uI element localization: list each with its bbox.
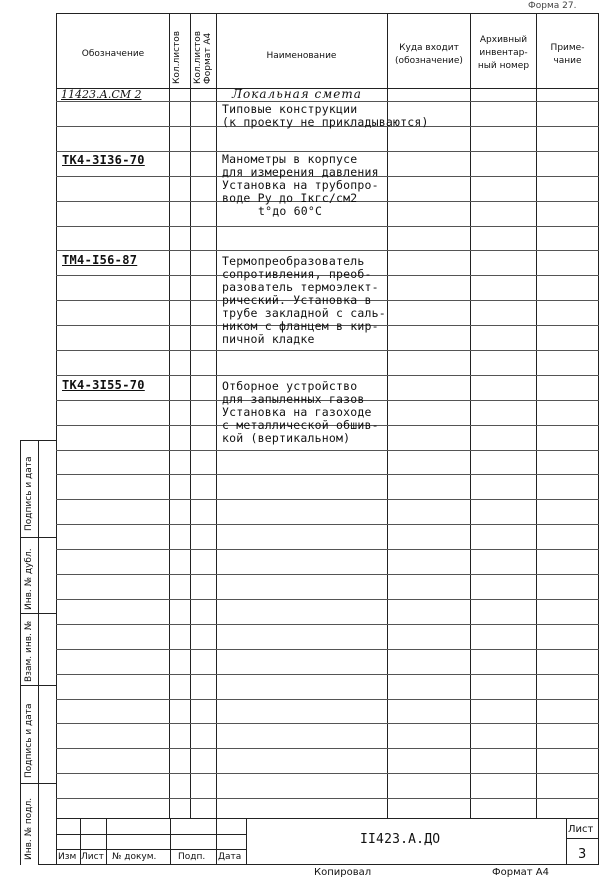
header-sheet-format: Кол.листов [193, 30, 203, 84]
record-name-2-line-5: t°до 60°С [258, 204, 323, 218]
row-line [56, 375, 599, 376]
frame-top [56, 13, 599, 14]
record-name-3-line-1: Термопреобразователь [222, 254, 365, 268]
tb-label-signature: Подп. [178, 852, 206, 862]
side-stamp-mid [38, 440, 39, 865]
side-stamp-div-3 [20, 685, 57, 686]
tb-label-doc-no: № докум. [112, 852, 157, 862]
record-code-tk4-3155: ТК4-3I55-70 [62, 378, 145, 392]
row-line [56, 549, 599, 550]
row-line [56, 699, 599, 700]
tb-col-6 [566, 818, 567, 865]
title-block-sheet-div [566, 838, 599, 839]
record-name-3-line-5: трубе закладной с саль- [222, 306, 386, 320]
tb-col-4 [216, 818, 217, 865]
row-line [56, 250, 599, 251]
side-stamp-left [20, 440, 21, 865]
side-sig-date-1: Подпись и дата [24, 456, 34, 531]
header-sheet-count: Кол.листов [172, 30, 182, 84]
record-name-4-line-1: Отборное устройство [222, 379, 358, 393]
header-archive-2: инвентар- [479, 48, 528, 58]
doc-code: II423.А.ДО [360, 832, 441, 847]
header-archive-1: Архивный [479, 35, 528, 45]
row-line [56, 798, 599, 799]
record-name-4-line-3: Установка на газоходе [222, 405, 372, 419]
tb-label-list: Лист [81, 852, 104, 862]
record-name-smeta: Локальная смета [232, 87, 362, 101]
tb-col-3 [170, 818, 171, 865]
header-note-1: Приме- [550, 43, 585, 53]
record-name-2-line-4: воде Ру до Iкгс/см2 [222, 191, 358, 205]
side-stamp-div-2 [20, 613, 57, 614]
side-stamp-div-4 [20, 783, 57, 784]
record-name-2-line-3: Установка на трубопро- [222, 178, 379, 192]
record-name-4-line-2: для запыленных газов [222, 392, 365, 406]
title-block-top [56, 818, 599, 819]
row-line [56, 674, 599, 675]
footer-copied: Копировал [314, 867, 372, 878]
record-name-4-line-4: с металлической обшив- [222, 418, 379, 432]
tb-col-2 [106, 818, 107, 865]
tb-label-izm: Изм [58, 852, 77, 862]
side-inv-dupl: Инв. № дубл. [24, 548, 34, 610]
header-name: Наименование [266, 51, 337, 61]
frame-right [598, 13, 599, 865]
record-code-tk4-3136: ТК4-3I36-70 [62, 153, 145, 167]
row-line [56, 474, 599, 475]
record-typical-line-2: (к проекту не прикладываются) [222, 115, 429, 129]
row-line [56, 624, 599, 625]
record-name-2-line-1: Манометры в корпусе [222, 152, 358, 166]
record-code-smeta: 11423.А.СМ 2 [61, 88, 142, 101]
row-line [56, 773, 599, 774]
frame-left [56, 13, 57, 865]
record-name-3-line-7: пичной кладке [222, 332, 315, 346]
form-label: Форма 27. [528, 1, 577, 11]
record-name-3-line-2: сопротивления, преоб- [222, 267, 372, 281]
record-typical-line-1: Типовые конструкции [222, 102, 358, 116]
row-line [56, 723, 599, 724]
footer-format: Формат А4 [492, 867, 549, 878]
side-vzam-inv: Взам. инв. № [24, 620, 34, 682]
title-block-row-1 [56, 834, 246, 835]
row-line [56, 748, 599, 749]
tb-label-date: Дата [218, 852, 242, 862]
row-line [56, 649, 599, 650]
row-line [56, 499, 599, 500]
record-name-3-line-4: рический. Установка в [222, 293, 372, 307]
row-line [56, 450, 599, 451]
side-stamp-top [20, 440, 57, 441]
side-inv-orig: Инв. № подл. [24, 797, 34, 860]
row-line [56, 226, 599, 227]
sheet-label: Лист [568, 824, 594, 835]
header-where-2: (обозначение) [395, 56, 463, 66]
header-format: Формат А4 [203, 32, 213, 84]
sheet-number: 3 [578, 847, 587, 862]
header-archive-3: ный номер [477, 61, 530, 71]
side-stamp-div-1 [20, 537, 57, 538]
row-line [56, 574, 599, 575]
row-line [56, 524, 599, 525]
record-name-2-line-2: для измерения давления [222, 165, 379, 179]
record-name-3-line-6: ником с фланцем в кир- [222, 319, 379, 333]
record-name-3-line-3: разователь термоэлект- [222, 280, 379, 294]
header-note-2: чание [553, 56, 582, 66]
record-code-tm4-156: ТМ4-I56-87 [62, 253, 138, 267]
header-designation: Обозначение [81, 49, 145, 59]
side-sig-date-2: Подпись и дата [24, 703, 34, 778]
title-block-row-2 [56, 849, 246, 850]
record-name-4-line-5: кой (вертикальном) [222, 431, 351, 445]
tb-col-5 [246, 818, 247, 865]
header-where-1: Куда входит [399, 43, 459, 53]
row-line [56, 599, 599, 600]
row-line [56, 350, 599, 351]
frame-bottom [38, 864, 599, 865]
